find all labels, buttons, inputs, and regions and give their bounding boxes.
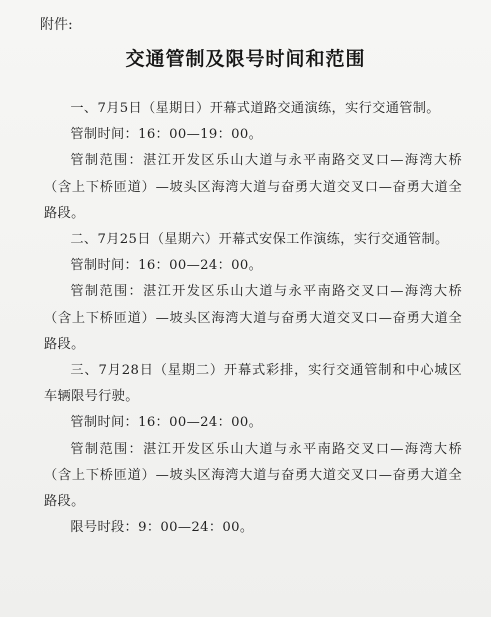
section-1-heading: 一、7月5日（星期日）开幕式道路交通演练，实行交通管制。	[70, 101, 440, 116]
section-2-scope: 管制范围：湛江开发区乐山大道与永平南路交叉口—海湾大桥（含上下桥匝道）—坡头区海湾大道与奋勇大道交叉口—奋勇大道全路段。	[44, 284, 462, 352]
section-3-time: 管制时间：16：00—24：00。	[70, 415, 263, 431]
section-3-heading: 三、7月28日（星期二）开幕式彩排，实行交通管制和中心城区车辆限号行驶。	[44, 363, 462, 405]
section-2-time: 管制时间：16：00—24：00。	[70, 258, 263, 274]
section-3-restriction-time: 限号时段：9：00—24：00。	[70, 520, 254, 536]
document-title: 交通管制及限号时间和范围	[125, 48, 366, 70]
section-1-time: 管制时间：16：00—19：00。	[70, 127, 263, 143]
attachment-label: 附件:	[40, 17, 73, 33]
section-3-scope: 管制范围：湛江开发区乐山大道与永平南路交叉口—海湾大桥（含上下桥匝道）—坡头区海湾大道与奋勇大道交叉口—奋勇大道全路段。	[44, 441, 462, 510]
document-body	[44, 96, 462, 541]
section-2-heading: 二、7月25日（星期六）开幕式安保工作演练，实行交通管制。	[70, 232, 449, 248]
section-1-scope: 管制范围：湛江开发区乐山大道与永平南路交叉口—海湾大桥（含上下桥匝道）—坡头区海湾大道与奋勇大道交叉口—奋勇大道全路段。	[44, 153, 462, 221]
